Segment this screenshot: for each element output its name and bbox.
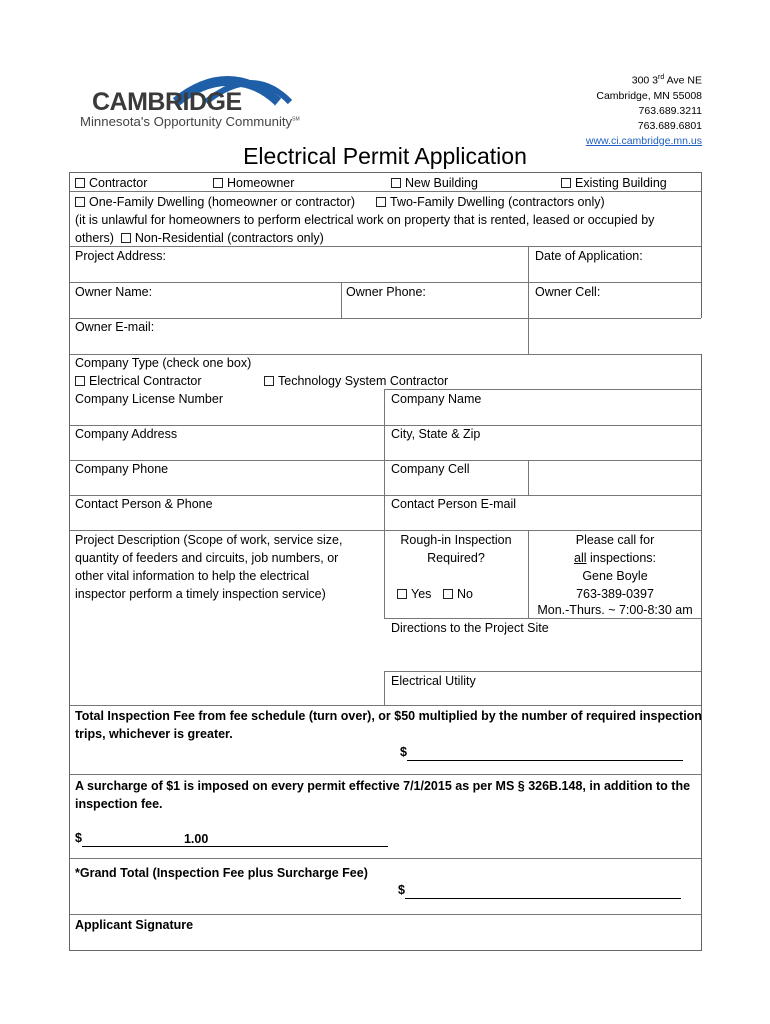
non-residential-row: others) Non-Residential (contractors only) — [75, 231, 324, 245]
checkbox-rough-in-yes[interactable]: Yes — [397, 585, 431, 603]
city-logo — [78, 66, 308, 130]
company-name-field[interactable]: Company Name — [391, 392, 482, 406]
checkbox-electrical-contractor[interactable]: Electrical Contractor — [75, 372, 202, 390]
company-address-field[interactable]: Company Address — [75, 427, 178, 441]
checkbox-new-building[interactable]: New Building — [391, 174, 478, 192]
checkbox-non-residential[interactable]: Non-Residential (contractors only) — [121, 231, 324, 245]
inspection-fee-line-1: Total Inspection Fee from fee schedule (turn over), or $50 multiplied by the number of required inspection — [75, 709, 702, 723]
inspection-hours: Mon.-Thurs. ~ 7:00-8:30 am — [537, 603, 693, 617]
company-license-field[interactable]: Company License Number — [75, 392, 223, 406]
checkbox-icon — [561, 178, 571, 188]
phone-2: 763.689.6801 — [637, 119, 702, 132]
checkbox-one-family[interactable]: One-Family Dwelling (homeowner or contractor) — [75, 193, 355, 211]
inspection-fee-line-2: trips, whichever is greater. — [75, 727, 233, 741]
surcharge-amount-value: 1.00 — [183, 832, 209, 846]
checkbox-icon — [213, 178, 223, 188]
surcharge-amount-field: $ 1.00 — [75, 829, 388, 847]
owner-name-field[interactable]: Owner Name: — [75, 285, 153, 299]
project-address-field[interactable]: Project Address: — [75, 249, 167, 263]
checkbox-icon — [397, 589, 407, 599]
city-state-zip-field[interactable]: City, State & Zip — [391, 427, 481, 441]
checkbox-icon — [264, 376, 274, 386]
checkbox-icon — [391, 178, 401, 188]
logo-tagline: Minnesota's Opportunity Community℠ — [80, 114, 300, 129]
checkbox-icon — [75, 197, 85, 207]
checkbox-icon — [376, 197, 386, 207]
checkbox-technology-contractor[interactable]: Technology System Contractor — [264, 372, 448, 390]
rough-in-label-2: Required? — [427, 551, 485, 565]
date-of-application-field[interactable]: Date of Application: — [535, 249, 643, 263]
city-address-block — [586, 70, 702, 149]
checkbox-two-family[interactable]: Two-Family Dwelling (contractors only) — [376, 193, 605, 211]
street-address: 300 3rd Ave NE — [631, 74, 702, 87]
checkbox-contractor[interactable]: Contractor — [75, 174, 147, 192]
company-phone-field[interactable]: Company Phone — [75, 462, 169, 476]
checkbox-rough-in-no[interactable]: No — [443, 585, 473, 603]
company-cell-field[interactable]: Company Cell — [391, 462, 470, 476]
call-instructions-2: all inspections: — [574, 551, 656, 565]
owner-cell-field[interactable]: Owner Cell: — [535, 285, 601, 299]
inspection-fee-amount-field[interactable]: $ — [400, 743, 683, 761]
project-description-line-1: Project Description (Scope of work, service size, — [75, 533, 343, 547]
checkbox-icon — [75, 376, 85, 386]
project-description-line-2: quantity of feeders and circuits, job numbers, or — [75, 551, 339, 565]
contact-person-phone-field[interactable]: Contact Person & Phone — [75, 497, 213, 511]
checkbox-icon — [121, 233, 131, 243]
surcharge-line-1: A surcharge of $1 is imposed on every permit effective 7/1/2015 as per MS § 326B.148, in addition to the — [75, 779, 691, 793]
checkbox-existing-building[interactable]: Existing Building — [561, 174, 667, 192]
checkbox-homeowner[interactable]: Homeowner — [213, 174, 294, 192]
rough-in-label-1: Rough-in Inspection — [400, 533, 512, 547]
grand-total-label: *Grand Total (Inspection Fee plus Surcharge Fee) — [75, 866, 368, 880]
city-state-zip: Cambridge, MN 55008 — [596, 89, 702, 102]
permit-form — [69, 172, 702, 951]
electrical-utility-field[interactable]: Electrical Utility — [391, 674, 476, 688]
call-instructions-1: Please call for — [575, 533, 655, 547]
logo-wordmark: CAMBRIDGE — [92, 88, 242, 116]
owner-email-field[interactable]: Owner E-mail: — [75, 320, 155, 334]
project-description-line-3: other vital information to help the electrical — [75, 569, 310, 583]
grand-total-amount-field[interactable]: $ — [398, 881, 681, 899]
contact-person-email-field[interactable]: Contact Person E-mail — [391, 497, 517, 511]
owner-phone-field[interactable]: Owner Phone: — [346, 285, 426, 299]
company-type-label: Company Type (check one box) — [75, 356, 252, 370]
checkbox-icon — [75, 178, 85, 188]
inspector-phone: 763-389-0397 — [576, 587, 654, 601]
inspector-name: Gene Boyle — [582, 569, 648, 583]
project-description-line-4: inspector perform a timely inspection service) — [75, 587, 326, 601]
phone-1: 763.689.3211 — [638, 104, 702, 117]
website-link[interactable]: www.ci.cambridge.mn.us — [585, 134, 702, 147]
surcharge-line-2: inspection fee. — [75, 797, 163, 811]
homeowner-warning: (it is unlawful for homeowners to perform electrical work on property that is rented, leased or occupied by — [75, 213, 655, 227]
checkbox-icon — [443, 589, 453, 599]
page-title: Electrical Permit Application — [243, 143, 527, 169]
applicant-signature-field[interactable]: Applicant Signature — [75, 918, 194, 932]
directions-field[interactable]: Directions to the Project Site — [391, 621, 549, 635]
